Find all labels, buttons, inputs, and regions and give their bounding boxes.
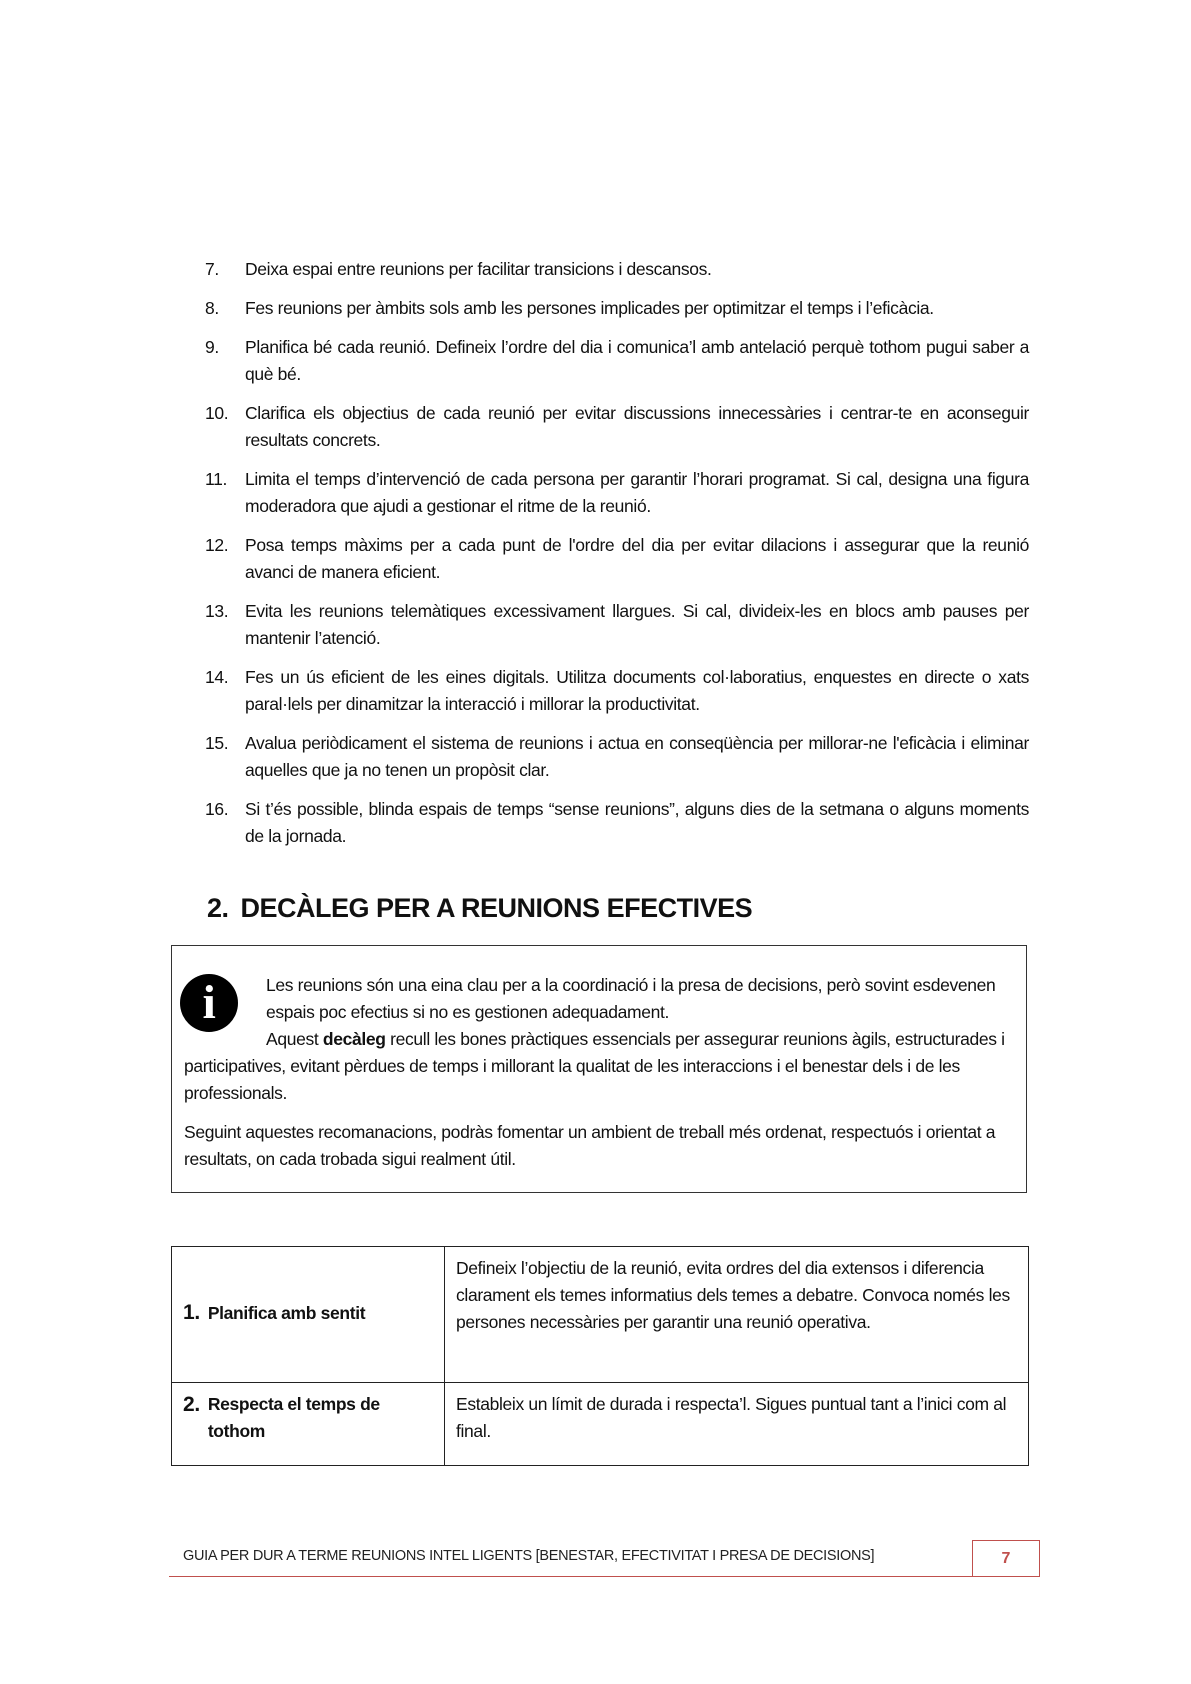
list-item	[205, 730, 1029, 784]
footer-divider	[169, 1576, 1040, 1577]
item-text: Fes reunions per àmbits sols amb les persones implicades per optimitzar el temps i l’eficàcia.	[245, 298, 934, 318]
rule-number: 1.	[183, 1300, 200, 1324]
list-item	[205, 532, 1029, 586]
info-box	[171, 945, 1027, 1193]
info-after: recull les bones pràctiques essencials per assegurar reunions àgils, estructurades i participatives, evitant pèrdues de temps i millorant la qualitat de les interaccions i el benestar dels i de les professionals.	[184, 1029, 1005, 1103]
item-number: 13.	[205, 601, 229, 621]
list-item	[205, 796, 1029, 850]
item-number: 14.	[205, 667, 229, 687]
item-text: Clarifica els objectius de cada reunió per evitar discussions innecessàries i centrar-te en aconseguir resultats concrets.	[245, 403, 1029, 450]
rule-title: Respecta el temps de tothom	[207, 1394, 380, 1441]
info-bold: decàleg	[322, 1029, 386, 1049]
page-number: 7	[972, 1540, 1040, 1576]
item-text: Limita el temps d’intervenció de cada persona per garantir l’horari programat. Si cal, designa una figura moderadora que ajudi a gestionar el ritme de la reunió.	[245, 469, 1029, 516]
info-intro: Les reunions són una eina clau per a la coordinació i la presa de decisions, però sovint esdevenen espais poc efectius si no es gestionen adequadament.	[266, 975, 996, 1022]
item-text: Fes un ús eficient de les eines digitals. Utilitza documents col·laboratius, enquestes en directe o xats paral·lels per dinamitzar la interacció i millorar la productivitat.	[245, 667, 1029, 714]
item-number: 11.	[205, 469, 227, 489]
item-number: 16.	[205, 799, 229, 819]
section-title: DECÀLEG PER A REUNIONS EFECTIVES	[240, 893, 753, 923]
rule-text: Defineix l’objectiu de la reunió, evita ordres del dia extensos i diferencia clarament els temes informatius dels temes a debatre. Convoca només les persones necessàries per garantir una reunió operativa.	[445, 1247, 1029, 1383]
item-text: Si t’és possible, blinda espais de temps “sense reunions”, alguns dies de la setmana o alguns moments de la jornada.	[245, 799, 1029, 846]
section-number: 2.	[207, 893, 229, 923]
list-item	[205, 598, 1029, 652]
list-item	[205, 466, 1029, 520]
item-text: Deixa espai entre reunions per facilitar transicions i descansos.	[245, 259, 712, 279]
recommendations-list	[205, 256, 1029, 862]
item-number: 12.	[205, 535, 229, 555]
item-text: Avalua periòdicament el sistema de reunions i actua en conseqüència per millorar-ne l'eficàcia i eliminar aquelles que ja no tenen un propòsit clar.	[245, 733, 1029, 780]
list-item	[205, 334, 1029, 388]
item-text: Evita les reunions telemàtiques excessivament llargues. Si cal, divideix-les en blocs amb pauses per mantenir l’atenció.	[245, 601, 1029, 648]
item-number: 8.	[205, 298, 219, 318]
info-icon: i	[180, 974, 238, 1032]
item-number: 10.	[205, 403, 229, 423]
list-item	[205, 664, 1029, 718]
item-number: 9.	[205, 337, 219, 357]
table-row	[172, 1383, 1029, 1466]
footer-title: GUIA PER DUR A TERME REUNIONS INTEL LIGENTS [BENESTAR, EFECTIVITAT I PRESA DE DECISIONS]	[183, 1548, 875, 1564]
rule-text: Estableix un límit de durada i respecta’l. Sigues puntual tant a l’inici com al final.	[445, 1383, 1029, 1466]
list-item	[205, 295, 1029, 322]
item-number: 7.	[205, 259, 219, 279]
item-text: Planifica bé cada reunió. Defineix l’ordre del dia i comunica’l amb antelació perquè tothom pugui saber a què bé.	[245, 337, 1029, 384]
rule-title-cell	[172, 1383, 445, 1466]
decaleg-table	[171, 1246, 1029, 1466]
item-number: 15.	[205, 733, 229, 753]
list-item	[205, 256, 1029, 283]
item-text: Posa temps màxims per a cada punt de l'ordre del dia per evitar dilacions i assegurar que la reunió avanci de manera eficient.	[245, 535, 1029, 582]
section-heading	[207, 893, 752, 924]
rule-number: 2.	[183, 1393, 200, 1416]
list-item	[205, 400, 1029, 454]
info-before: Aquest	[266, 1029, 319, 1049]
table-row	[172, 1247, 1029, 1383]
info-paragraph-1	[184, 972, 1014, 1107]
info-paragraph-2: Seguint aquestes recomanacions, podràs fomentar un ambient de treball més ordenat, respectuós i orientat a resultats, on cada trobada sigui realment útil.	[184, 1122, 996, 1169]
rule-title-cell	[172, 1247, 445, 1383]
rule-title: Planifica amb sentit	[207, 1302, 366, 1323]
